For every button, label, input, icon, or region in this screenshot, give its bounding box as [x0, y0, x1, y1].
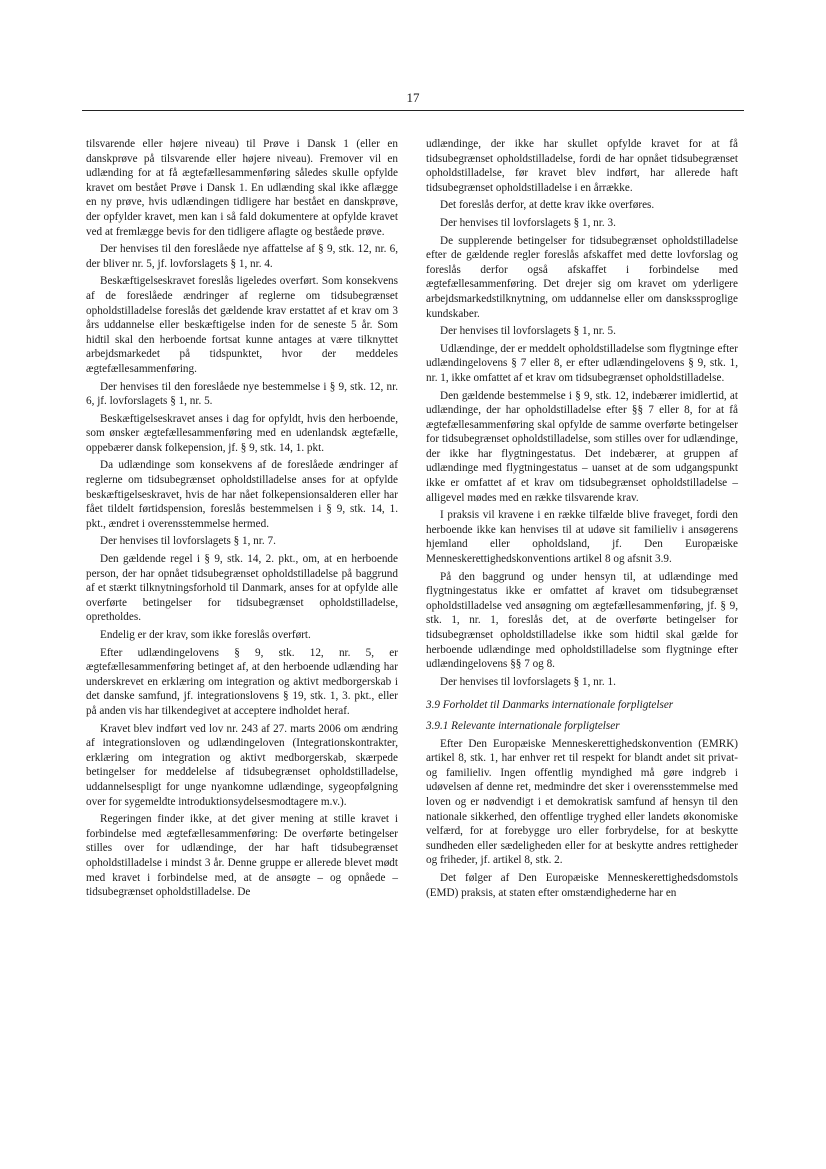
- body-paragraph: På den baggrund og under hensyn til, at udlændinge med flygtningestatus ikke er omfattet af kravet om tidsubegrænset opholdstilladelse ved ansøgning om ægtefællesammenføring, jf. § 9, stk. 1, nr. 1, foreslås det, at de overførte betingelser for tidsubegrænset opholdstilladelse ikke som hidtil skal gælde for herboende udlændinge med opholdstilladelse som flygtninge efter udlændingelovens §§ 7 og 8.: [426, 570, 738, 671]
- body-paragraph: Beskæftigelseskravet anses i dag for opfyldt, hvis den herboende, som ønsker ægtefællesammenføring med en udenlandsk ægtefælle, oppebærer dansk folkepension, jf. § 9, stk. 14, 1. pkt.: [86, 412, 398, 454]
- subsection-heading: 3.9.1 Relevante internationale forpligtelser: [426, 719, 620, 732]
- body-paragraph: Kravet blev indført ved lov nr. 243 af 27. marts 2006 om ændring af integrationsloven og udlændingeloven (Integrationskontrakter, erklæring om integration og aktivt medborgerskab, skærpede betingelser for meddelelse af tidsubegrænset opholdstilladelse, uddannelsespligt for unge nyankomne udlændinge, sygeopfølgning over for sygemeldte introduktionsydelsesmodtagere m.v.).: [86, 722, 398, 808]
- section-heading: 3.9 Forholdet til Danmarks internationale forpligtelser: [426, 699, 674, 712]
- body-paragraph: udlændinge, der ikke har skullet opfylde kravet for at få tidsubegrænset opholdstilladelse, fordi de har opnået tidsubegrænset opholdstilladelse, før kravet blev indført, har allerede haft tidsubegrænset opholdstilladelse i en årrække.: [426, 138, 738, 194]
- body-paragraph: Den gældende bestemmelse i § 9, stk. 12, indebærer imidlertid, at udlændinge, der har opholdstilladelse efter §§ 7 eller 8, for at få ægtefællesammenføring skal opfylde de samme overførte betingelser for tidsubegrænset opholdstilladelse, som stilles over for udlændinge, der ikke har flygtningestatus. Det indebærer, at gruppen af udlændinge med flygtningestatus – uanset at de som udgangspunkt ikke er omfattet af et krav om tidsubegrænset opholdstilladelse – alligevel mødes med en række tilsvarende krav.: [426, 389, 738, 504]
- header-rule: [82, 110, 744, 111]
- body-paragraph: Det følger af Den Europæiske Menneskerettighedsdomstols (EMD) praksis, at staten efter omstændighederne har en: [426, 871, 738, 899]
- body-paragraph: tilsvarende eller højere niveau) til Prøve i Dansk 1 (eller en danskprøve på tilsvarende eller højere niveau). Fremover vil en udlænding for at få ægtefællesammenføring således skulle opfylde kravet om bestået Prøve i Dansk 1. En udlænding skal ikke aflægge en ny prøve, hvis udlændingen tidligere har bestået en danskprøve, der opfylder kravet, men kan i så fald dokumentere at opfylde kravet ved at fremlægge bevis for den tidligere aflagte og beståede prøve.: [86, 138, 398, 238]
- body-paragraph: Da udlændinge som konsekvens af de foreslåede ændringer af reglerne om tidsubegrænset opholdstilladelse anses for at opfylde beskæftigelseskravet, hvis de har nået folkepensionsalderen eller har fået tildelt førtidspension, foreslås bestemmelsen i § 9, stk. 14, 1. pkt., ændret i overensstemmelse hermed.: [86, 459, 398, 530]
- body-paragraph: Der henvises til den foreslåede nye affattelse af § 9, stk. 12, nr. 6, der bliver nr. 5, jf. lovforslagets § 1, nr. 4.: [86, 243, 398, 270]
- body-paragraph: I praksis vil kravene i en række tilfælde blive fraveget, fordi den herboende ikke kan henvises til at udøve sit familieliv i ansøgerens hjemland eller opholdsland, jf. Den Europæiske Menneskerettighedskonventions artikel 8 og afsnit 3.9.: [426, 509, 738, 566]
- body-paragraph: Regeringen finder ikke, at det giver mening at stille kravet i forbindelse med ægtefællesammenføring: De overførte betingelser stilles over for udlændinge, der har haft tidsubegrænset opholdstilladelse i mindst 3 år. Denne gruppe er allerede blevet mødt med kravet i forbindelse med, at de ansøgte – og opnåede – tidsubegrænset opholdstilladelse. De: [86, 813, 398, 899]
- body-paragraph: De supplerende betingelser for tidsubegrænset opholdstilladelse efter de gældende regler foreslås afskaffet med dette lovforslag og foreslås derfor også afskaffet i forbindelse med ægtefællesammenføring. Det drejer sig om kravet om yderligere arbejdsmarkedstilknytning, om uddannelse eller om danskssproglige kundskaber.: [426, 234, 738, 320]
- body-paragraph: Efter udlændingelovens § 9, stk. 12, nr. 5, er ægtefællesammenføring betinget af, at den herboende udlænding har underskrevet en erklæring om integration og aktivt medborgerskab i det danske samfund, jf. integrationslovens § 19, stk. 1, 3. pkt., eller på anden vis har tilkendegivet at acceptere indholdet heraf.: [86, 646, 398, 717]
- body-paragraph: Der henvises til den foreslåede nye bestemmelse i § 9, stk. 12, nr. 6, jf. lovforslagets § 1, nr. 5.: [86, 380, 398, 408]
- body-paragraph: Der henvises til lovforslagets § 1, nr. 3.: [440, 216, 616, 229]
- body-paragraph: Udlændinge, der er meddelt opholdstilladelse som flygtninge efter udlændingelovens § 7 eller 8, er efter udlændingelovens § 9, stk. 1, nr. 1, ikke omfattet af et krav om tidsubegrænset opholdstilladelse.: [426, 342, 738, 384]
- body-paragraph: Beskæftigelseskravet foreslås ligeledes overført. Som konsekvens af de foreslåede ændringer af reglerne om tidsubegrænset opholdstilladelse foreslås det gældende krav erstattet af et krav om 3 års uddannelse eller beskæftigelse inden for de seneste 5 år. Som hidtil skal den herboende fortsat kunne antages at være tilknyttet arbejdsmarkedet på tidspunktet, hvor der meddeles ægtefællesammenføring.: [86, 275, 398, 375]
- body-paragraph: Der henvises til lovforslagets § 1, nr. 7.: [100, 535, 276, 548]
- left-column: [86, 137, 398, 900]
- body-paragraph: Efter Den Europæiske Menneskerettighedskonvention (EMRK) artikel 8, stk. 1, har enhver ret til respekt for blandt andet sit privat- og familieliv. Ingen offentlig myndighed må gøre indgreb i udøvelsen af denne ret, medmindre det sker i overensstemmelse med loven og er nødvendigt i et demokratisk samfund af hensyn til den nationale sikkerhed, den offentlige tryghed eller landets økonomiske velfærd, for at forebygge uro eller forbrydelse, for at beskytte sundheden eller sædeligheden eller for at beskytte andres rettigheder og friheder, jf. artikel 8, stk. 2.: [426, 737, 738, 867]
- body-paragraph: Der henvises til lovforslagets § 1, nr. 5.: [440, 325, 616, 338]
- page-number: 17: [406, 90, 420, 105]
- body-paragraph: Den gældende regel i § 9, stk. 14, 2. pkt., om, at en herboende person, der har opnået tidsubegrænset opholdstilladelse på baggrund af et stærkt tilknytningsforhold til Danmark, anses for at opfylde alle overførte betingelser for tidsubegrænset opholdstilladelse, opretholdes.: [86, 553, 398, 624]
- body-paragraph: Endelig er der krav, som ikke foreslås overført.: [100, 629, 311, 641]
- body-paragraph: Det foreslås derfor, at dette krav ikke overføres.: [440, 199, 655, 212]
- right-column: [426, 137, 738, 900]
- body-paragraph: Der henvises til lovforslagets § 1, nr. 1.: [440, 675, 616, 688]
